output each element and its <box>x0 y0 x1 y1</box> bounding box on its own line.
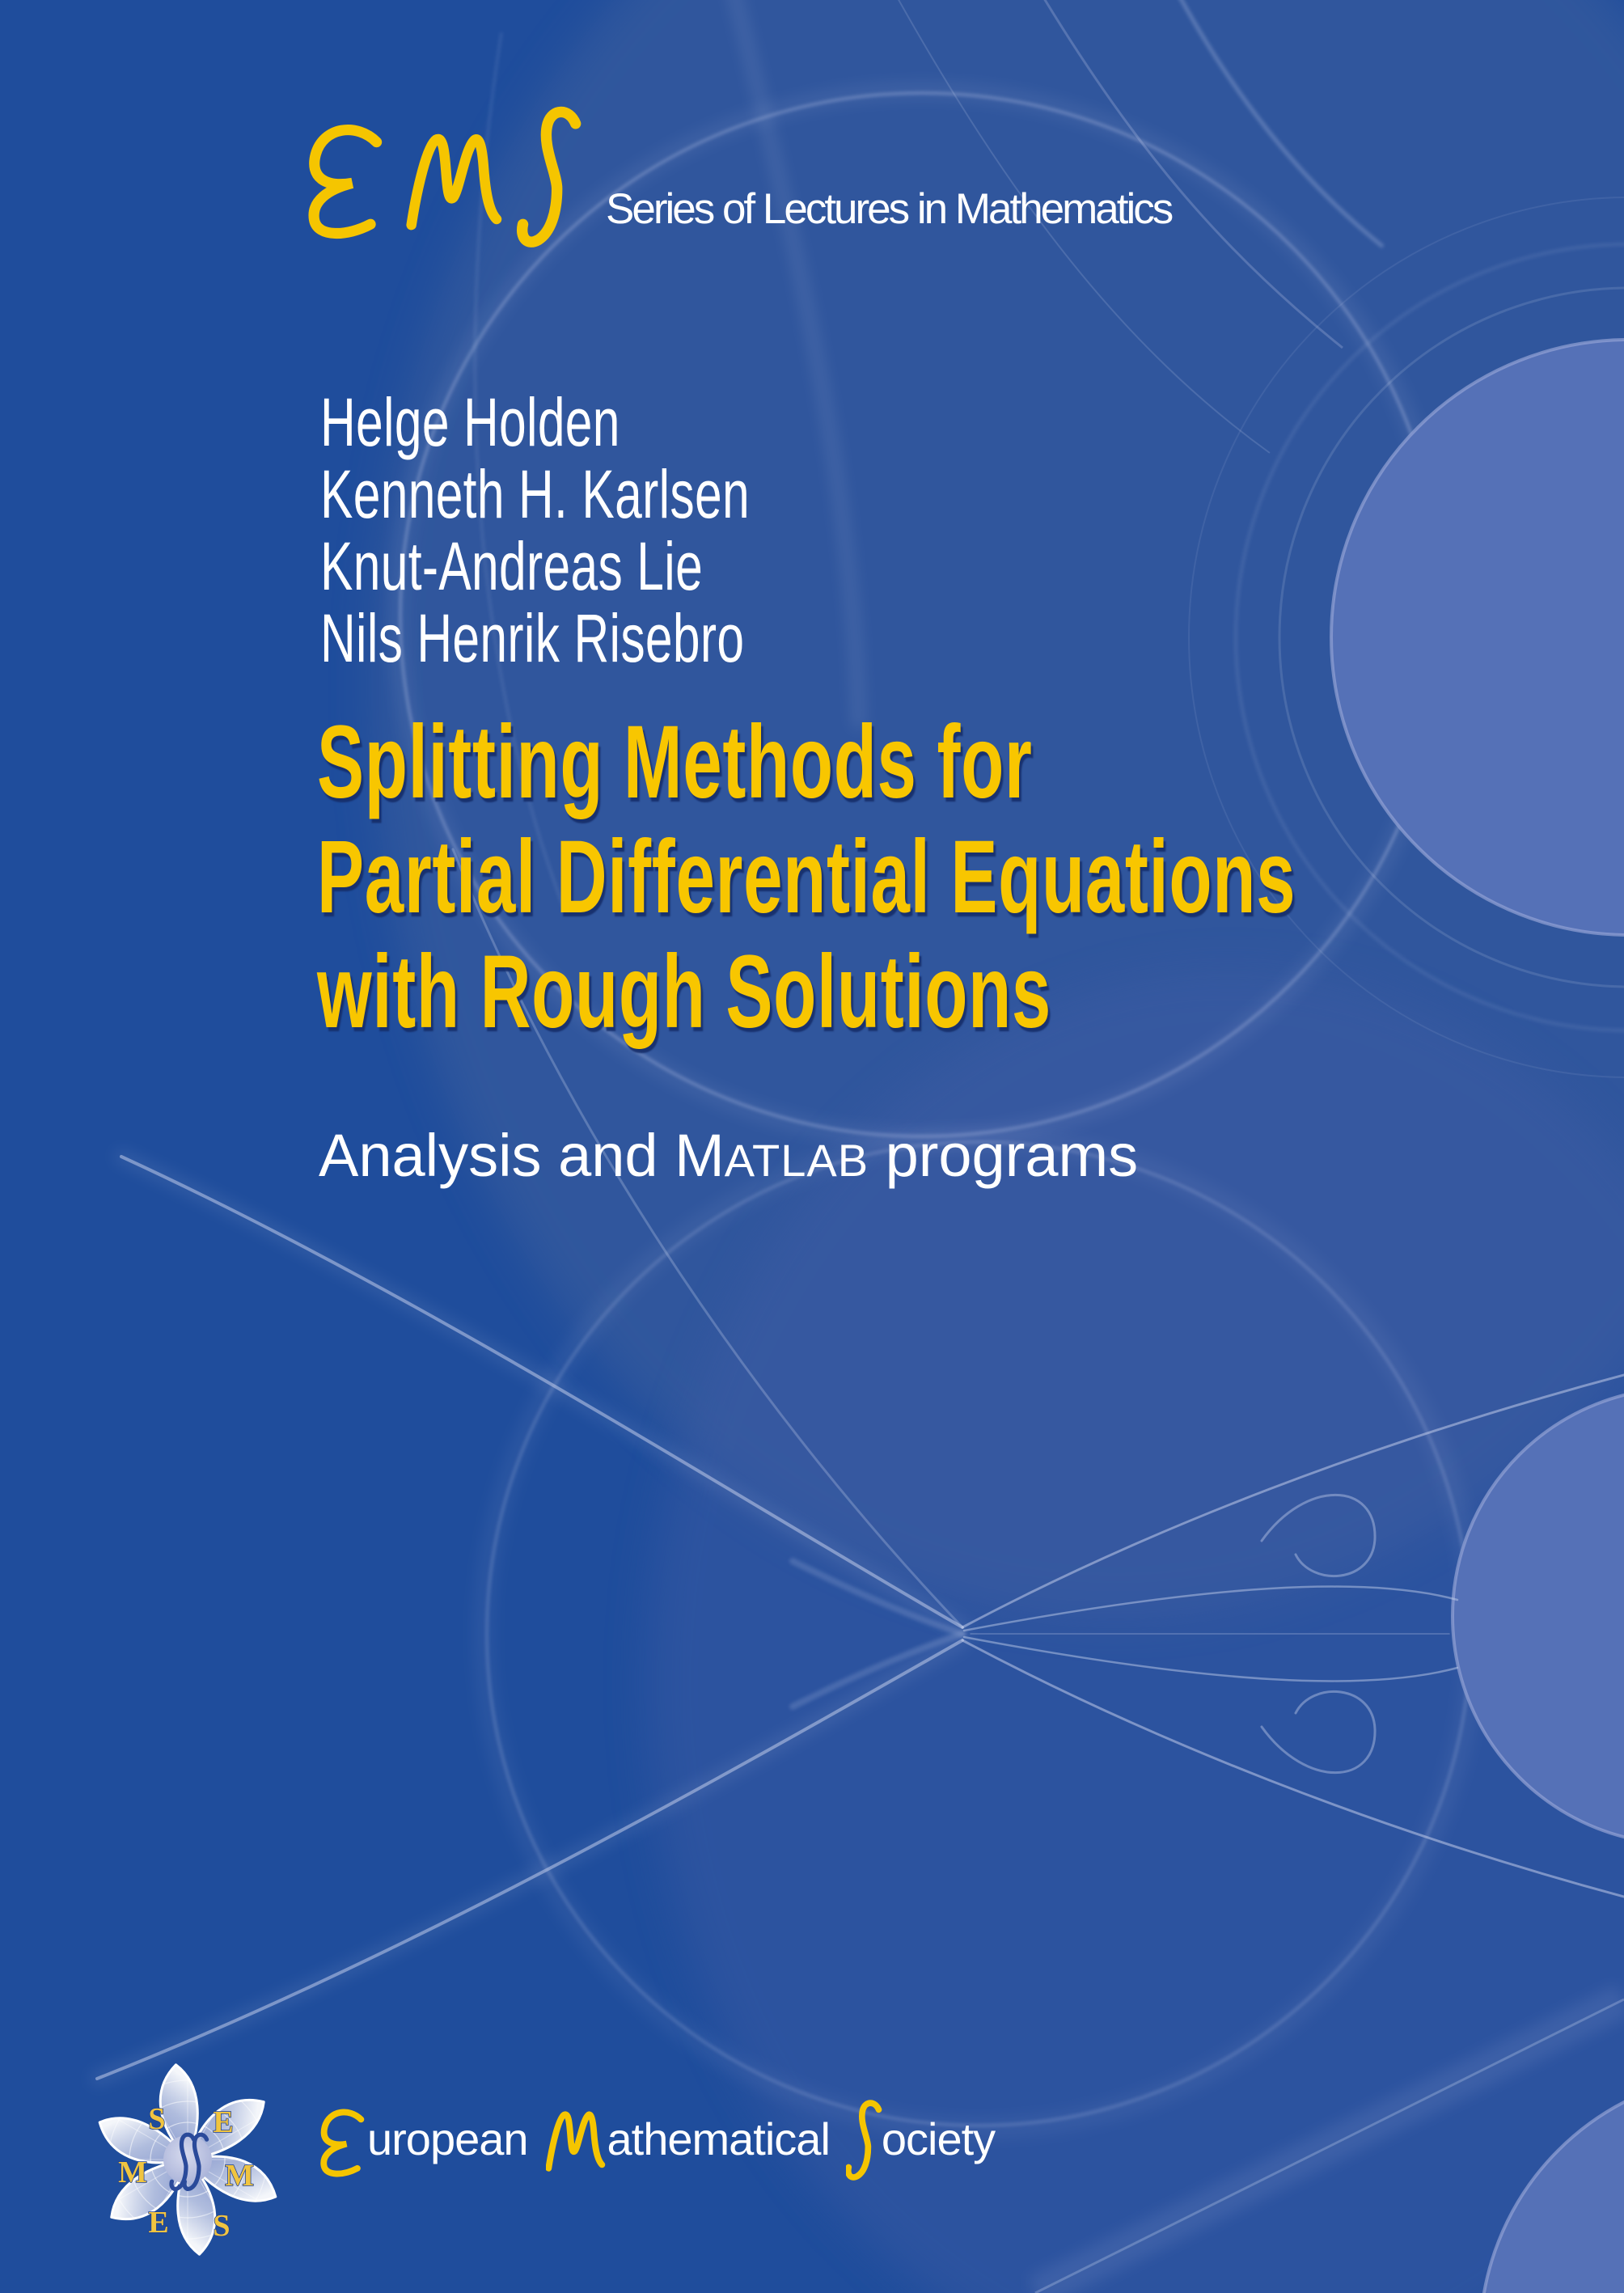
flower-letter: E <box>213 2105 234 2139</box>
publisher-word: ociety <box>881 2113 996 2164</box>
publisher-word: athematical <box>607 2113 830 2164</box>
flower-letter: E <box>148 2206 169 2240</box>
author-name: Nils Henrik Risebro <box>320 600 745 676</box>
series-title: Series of Lectures in Mathematics <box>606 185 1172 233</box>
author-name: Kenneth H. Karlsen <box>320 456 750 532</box>
authors-block <box>320 384 750 676</box>
semes-flower-logo <box>95 2056 280 2258</box>
author-name: Knut-Andreas Lie <box>320 528 704 604</box>
subtitle-post: programs <box>869 1122 1139 1189</box>
flower-letter: M <box>225 2159 254 2193</box>
script-m-icon <box>544 2101 609 2177</box>
book-title <box>317 705 1296 1050</box>
flower-letter: M <box>118 2156 147 2189</box>
script-e-icon <box>314 130 377 234</box>
script-m-icon <box>412 139 497 225</box>
ems-script-logo <box>293 102 594 249</box>
title-line: with Rough Solutions <box>317 934 1052 1050</box>
flower-letter: S <box>213 2209 230 2243</box>
script-s-icon <box>522 112 576 242</box>
book-subtitle <box>319 1121 1138 1190</box>
subtitle-pre: Analysis and <box>319 1122 675 1189</box>
script-e-icon <box>317 2101 369 2177</box>
title-line: Partial Differential Equations <box>317 819 1296 935</box>
flower-letter: S <box>148 2102 166 2136</box>
publisher-line <box>317 2101 995 2185</box>
matlab-cap: M <box>675 1122 725 1189</box>
publisher-word: uropean <box>367 2113 528 2164</box>
matlab-smallcaps: ATLAB <box>724 1135 869 1186</box>
author-name: Helge Holden <box>320 384 620 460</box>
script-s-icon <box>846 2097 883 2181</box>
title-line: Splitting Methods for <box>317 704 1033 820</box>
flower-center <box>163 2135 212 2184</box>
